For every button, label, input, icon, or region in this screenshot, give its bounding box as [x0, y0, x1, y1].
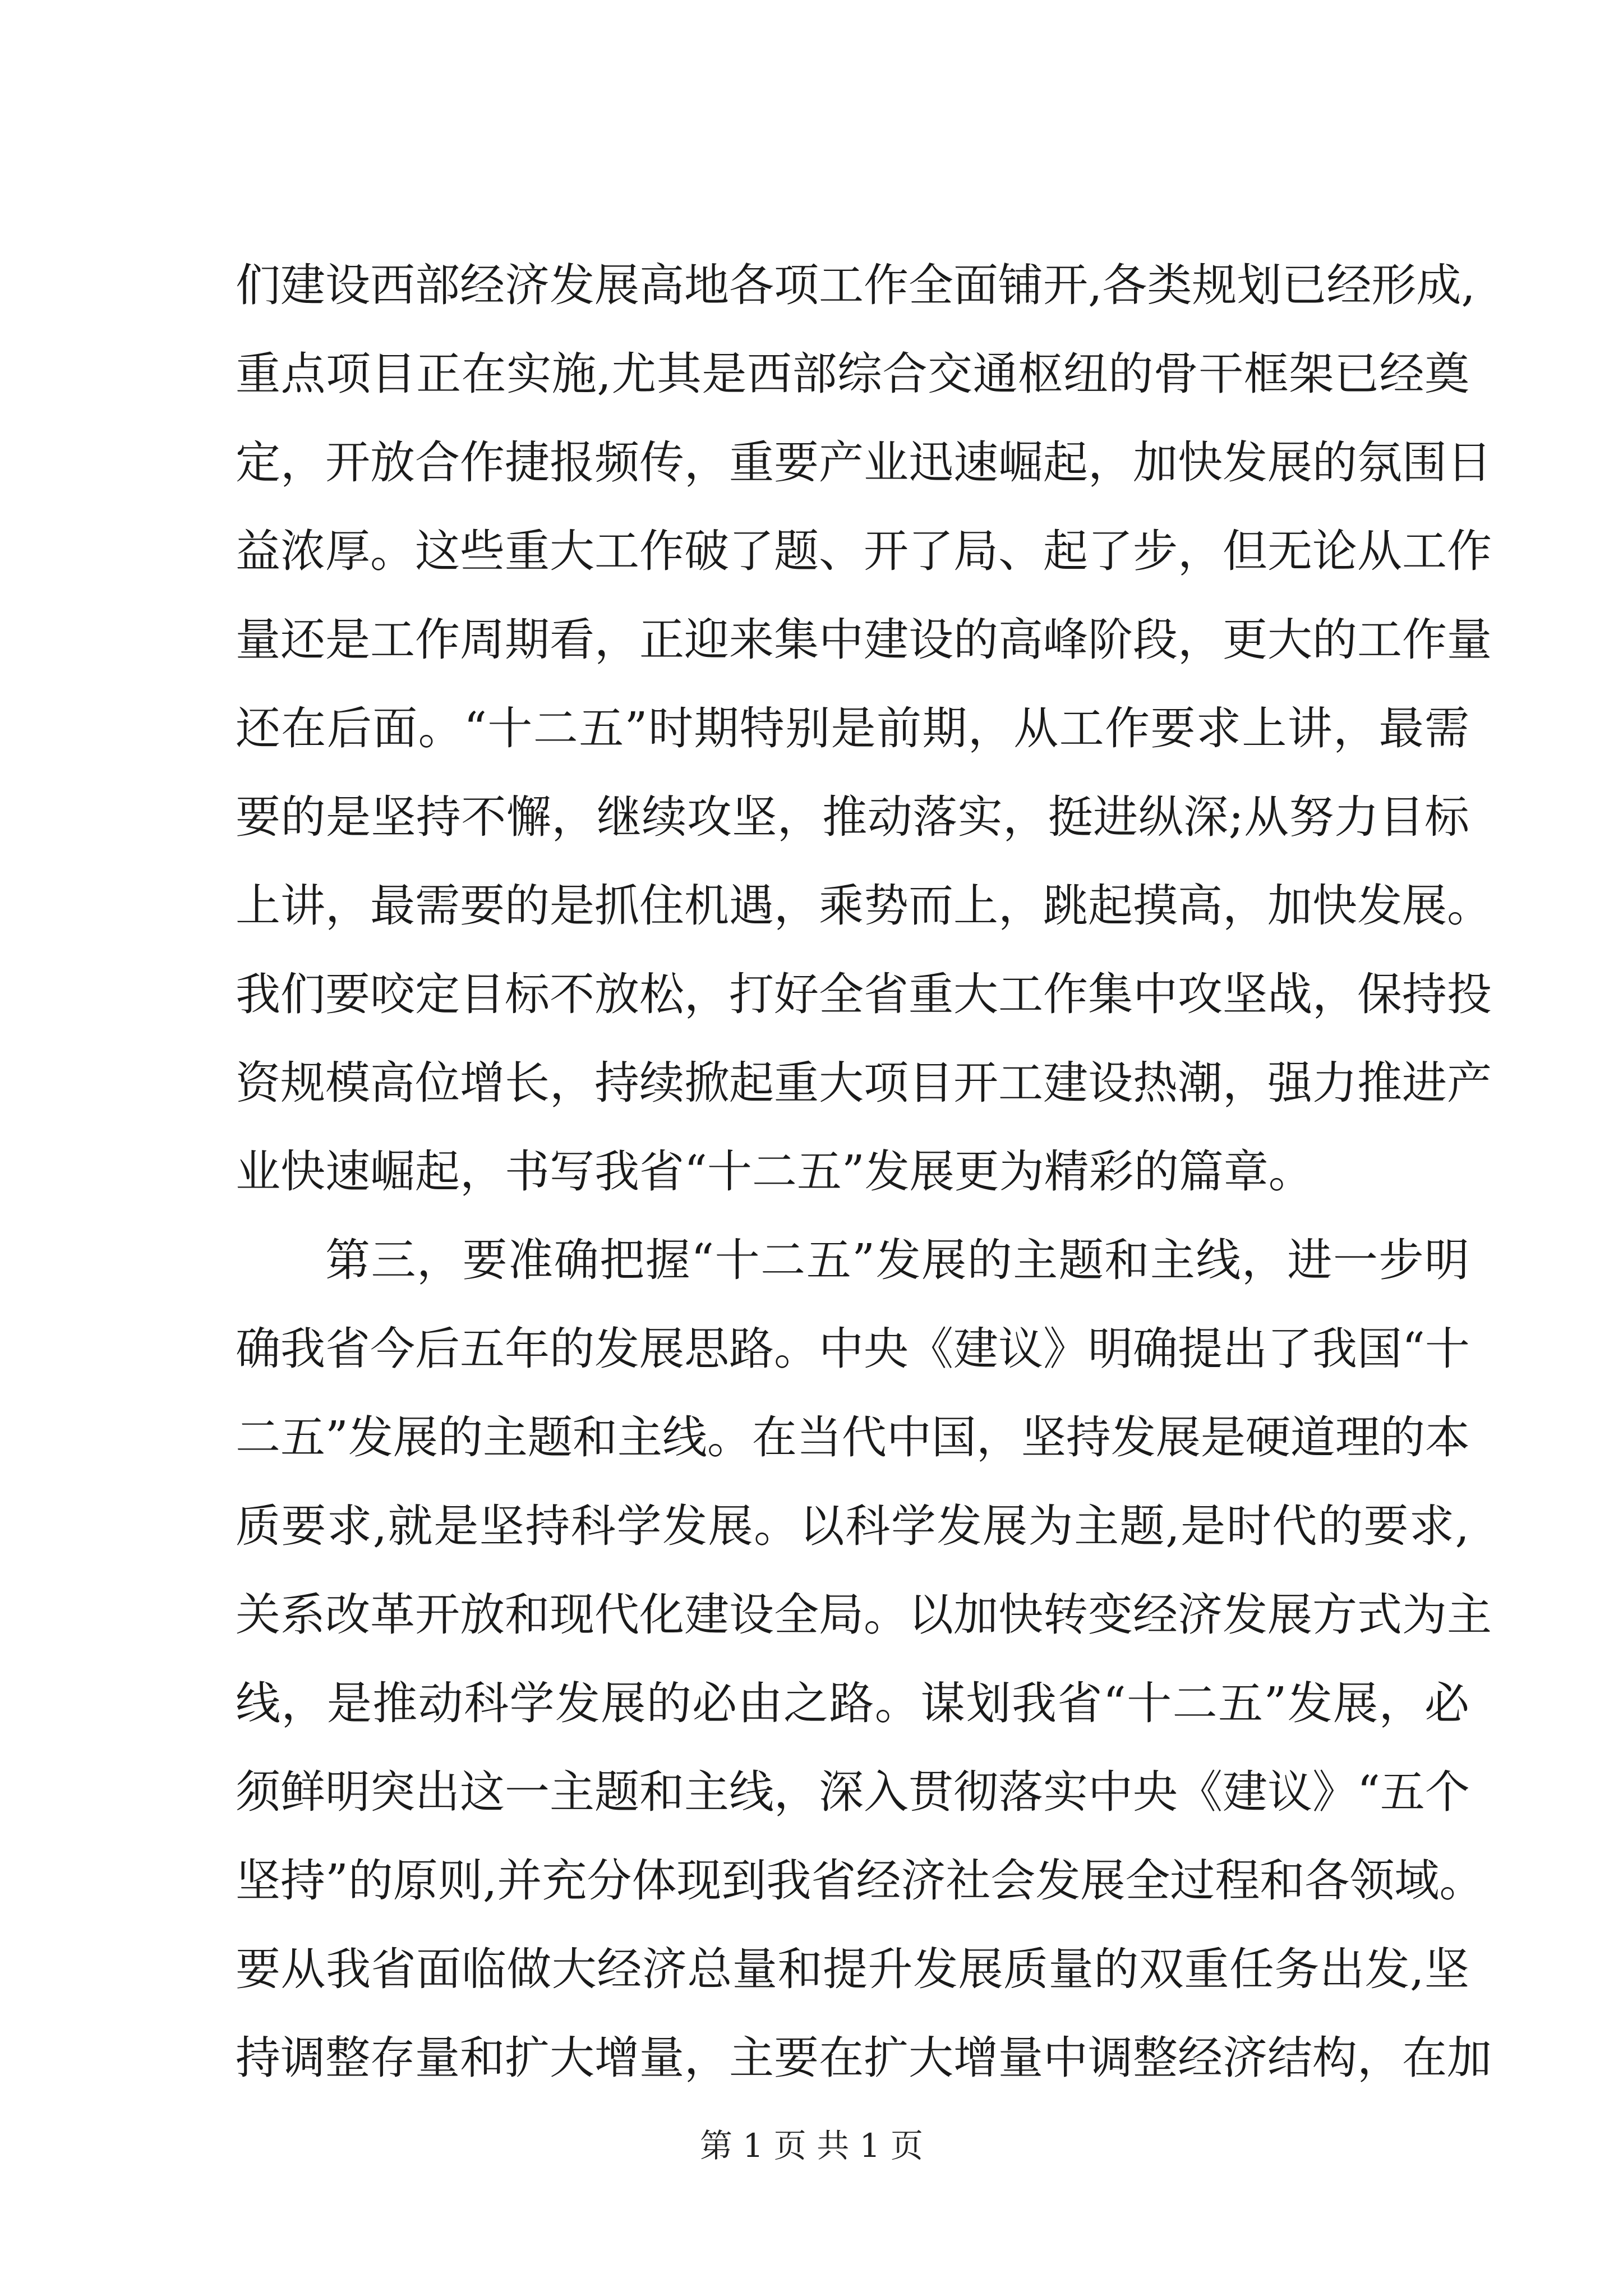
- text-line: 须鲜明突出这一主题和主线，深入贯彻落实中央《建议》“五个: [236, 1766, 1470, 1818]
- page-number-label: 第 1 页 共 1 页: [700, 2127, 923, 2165]
- text-line: 要从我省面临做大经济总量和提升发展质量的双重任务出发,坚: [236, 1943, 1469, 1995]
- text-line: 质要求,就是坚持科学发展。以科学发展为主题,是时代的要求,: [236, 1500, 1469, 1552]
- text-line: 定，开放合作捷报频传，重要产业迅速崛起，加快发展的氛围日: [236, 436, 1492, 489]
- page-footer: [0, 2123, 1623, 2168]
- text-line: 坚持”的原则,并充分体现到我省经济社会发展全过程和各领域。: [236, 1855, 1484, 1907]
- text-line: 确我省今后五年的发展思路。中央《建议》明确提出了我国“十: [236, 1323, 1470, 1375]
- text-line: 重点项目正在实施,尤其是西部综合交通枢纽的骨干框架已经奠: [236, 348, 1469, 400]
- text-line: 二五”发展的主题和主线。在当代中国，坚持发展是硬道理的本: [236, 1411, 1470, 1464]
- text-line: 上讲，最需要的是抓住机遇，乘势而上，跳起摸高，加快发展。: [236, 880, 1492, 932]
- paragraph-first-line: 第三，要准确把握“十二五”发展的主题和主线，进一步明: [325, 1234, 1469, 1286]
- text-line: 量还是工作周期看，正迎来集中建设的高峰阶段，更大的工作量: [236, 614, 1492, 666]
- text-line: 线，是推动科学发展的必由之路。谋划我省“十二五”发展，必: [236, 1677, 1469, 1729]
- text-line: 益浓厚。这些重大工作破了题、开了局、起了步，但无论从工作: [236, 525, 1492, 577]
- text-line: 还在后面。“十二五”时期特别是前期，从工作要求上讲，最需: [236, 702, 1469, 754]
- text-line: 持调整存量和扩大增量，主要在扩大增量中调整经济结构，在加: [236, 2032, 1492, 2084]
- text-line: 我们要咬定目标不放松，打好全省重大工作集中攻坚战，保持投: [236, 968, 1492, 1020]
- text-line: 关系改革开放和现代化建设全局。以加快转变经济发展方式为主: [236, 1589, 1492, 1641]
- text-line: 们建设西部经济发展高地各项工作全面铺开,各类规划已经形成,: [236, 259, 1476, 311]
- text-line: 要的是坚持不懈，继续攻坚，推动落实，挺进纵深;从努力目标: [236, 791, 1469, 843]
- text-line: 资规模高位增长，持续掀起重大项目开工建设热潮，强力推进产: [236, 1057, 1492, 1109]
- document-body: [236, 241, 1492, 2102]
- paragraph-end-line: 业快速崛起，书写我省“十二五”发展更为精彩的篇章。: [236, 1145, 1313, 1198]
